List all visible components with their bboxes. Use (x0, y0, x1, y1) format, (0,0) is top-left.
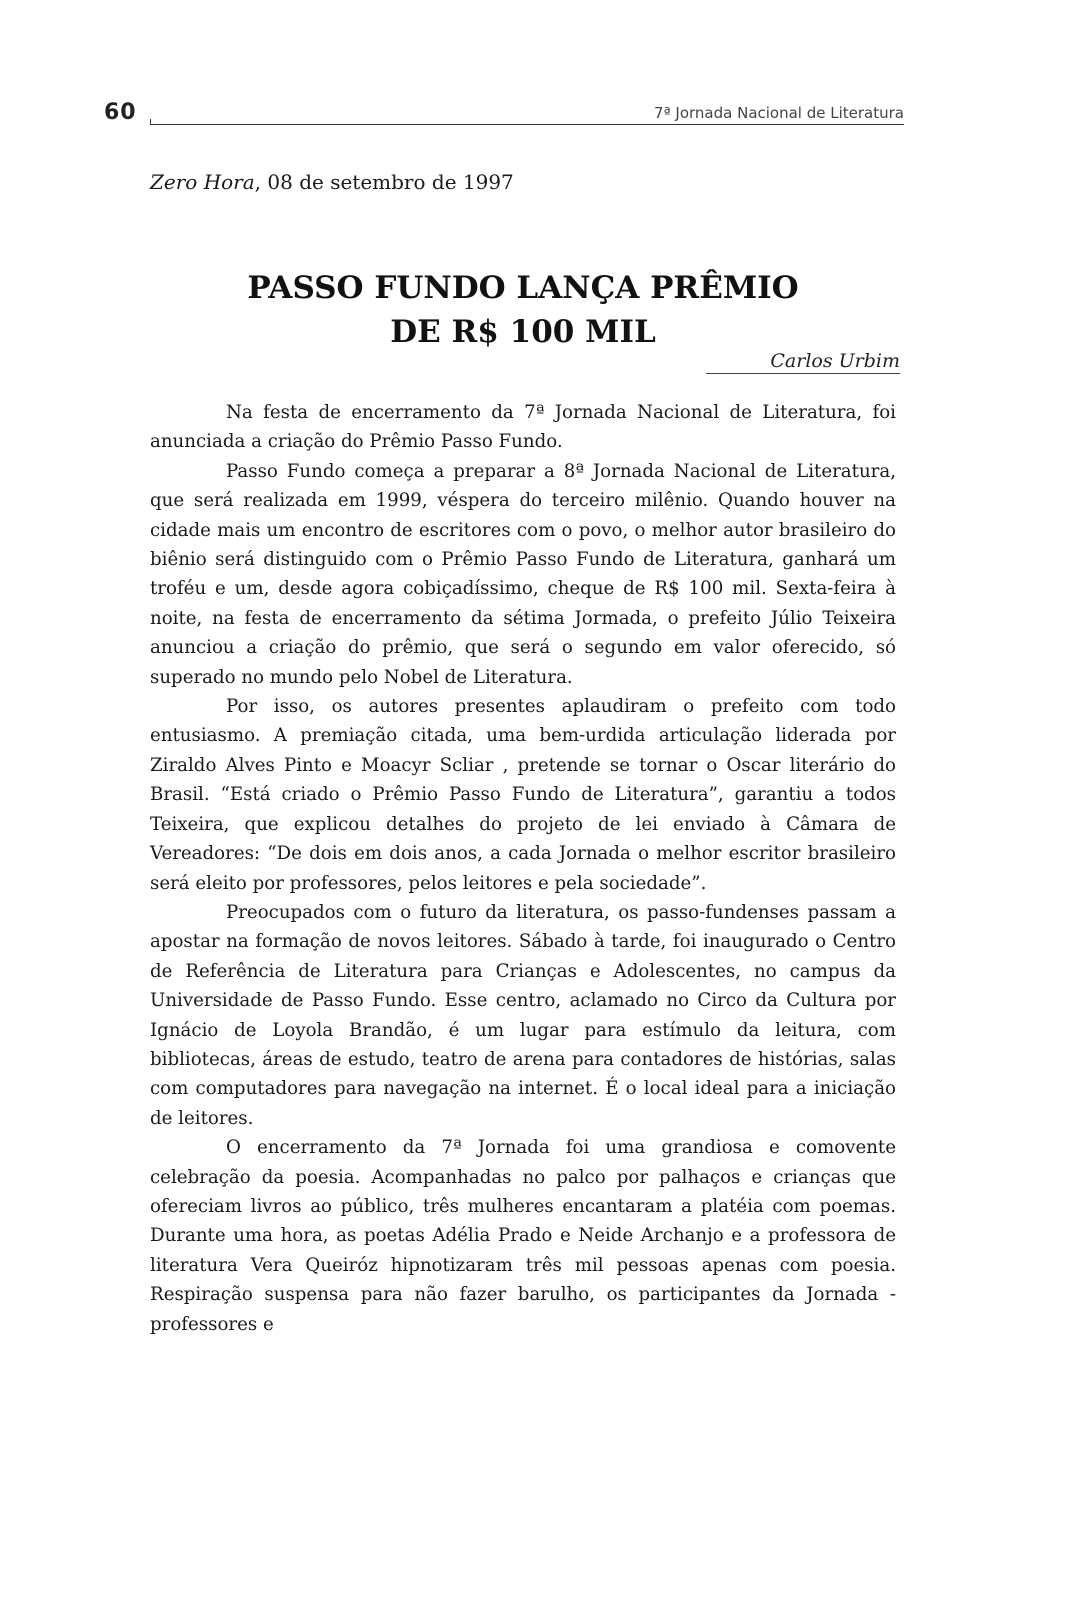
article-title-line-1: PASSO FUNDO LANÇA PRÊMIO (247, 270, 799, 306)
header-rule (150, 124, 904, 125)
article-title-line-2: DE R$ 100 MIL (390, 314, 656, 350)
paragraph: Por isso, os autores presentes aplaudiram o prefeito com todo entusiasmo. A premiação citada, uma bem-urdida articulação liderada por Ziraldo Alves Pinto e Moacyr Scliar , pretende se tornar o Oscar literário do Brasil. “Está criado o Prêmio Passo Fundo de Literatura”, garantiu a todos Teixeira, que explicou detalhes do projeto de lei enviado à Câmara de Vereadores: “De dois em dois anos, a cada Jornada o melhor escritor brasileiro será eleito por professores, pelos leitores e pela sociedade”. (150, 696, 896, 894)
paragraph: O encerramento da 7ª Jornada foi uma grandiosa e comovente celebração da poesia. Acompanhadas no palco por palhaços e crianças que ofereciam livros ao público, três mulheres encantaram a platéia com poemas. Durante uma hora, as poetas Adélia Prado e Neide Archanjo e a professora de literatura Vera Queiróz hipnotizaram três mil pessoas apenas com poesia. Respiração suspensa para não fazer barulho, os participantes da Jornada - professores e (150, 1137, 896, 1335)
article-body (150, 398, 896, 1339)
paragraph: Na festa de encerramento da 7ª Jornada Nacional de Literatura, foi anunciada a criação do Prêmio Passo Fundo. (150, 402, 896, 453)
page-number: 60 (104, 100, 137, 125)
running-title: 7ª Jornada Nacional de Literatura (654, 104, 904, 122)
newspaper-name: Zero Hora (150, 170, 255, 194)
article-title (150, 266, 896, 354)
source-line (150, 170, 514, 194)
paragraph: Passo Fundo começa a preparar a 8ª Jornada Nacional de Literatura, que será realizada em 1999, véspera do terceiro milênio. Quando houver na cidade mais um encontro de escritores com o povo, o melhor autor brasileiro do biênio será distinguido com o Prêmio Passo Fundo de Literatura, ganhará um troféu e um, desde agora cobiçadíssimo, cheque de R$ 100 mil. Sexta-feira à noite, na festa de encerramento da sétima Jormada, o prefeito Júlio Teixeira anunciou a criação do prêmio, que será o segundo em valor oferecido, só superado no mundo pelo Nobel de Literatura. (150, 460, 896, 688)
page-header (104, 100, 904, 128)
author-byline: Carlos Urbim (706, 350, 900, 374)
publication-date: , 08 de setembro de 1997 (254, 170, 514, 194)
paragraph: Preocupados com o futuro da literatura, os passo-fundenses passam a apostar na formação de novos leitores. Sábado à tarde, foi inaugurado o Centro de Referência de Literatura para Crianças e Adolescentes, no campus da Universidade de Passo Fundo. Esse centro, aclamado no Circo da Cultura por Ignácio de Loyola Brandão, é um lugar para estímulo da leitura, com bibliotecas, áreas de estudo, teatro de arena para contadores de histórias, salas com computadores para navegação na internet. É o local ideal para a iniciação de leitores. (150, 901, 896, 1129)
